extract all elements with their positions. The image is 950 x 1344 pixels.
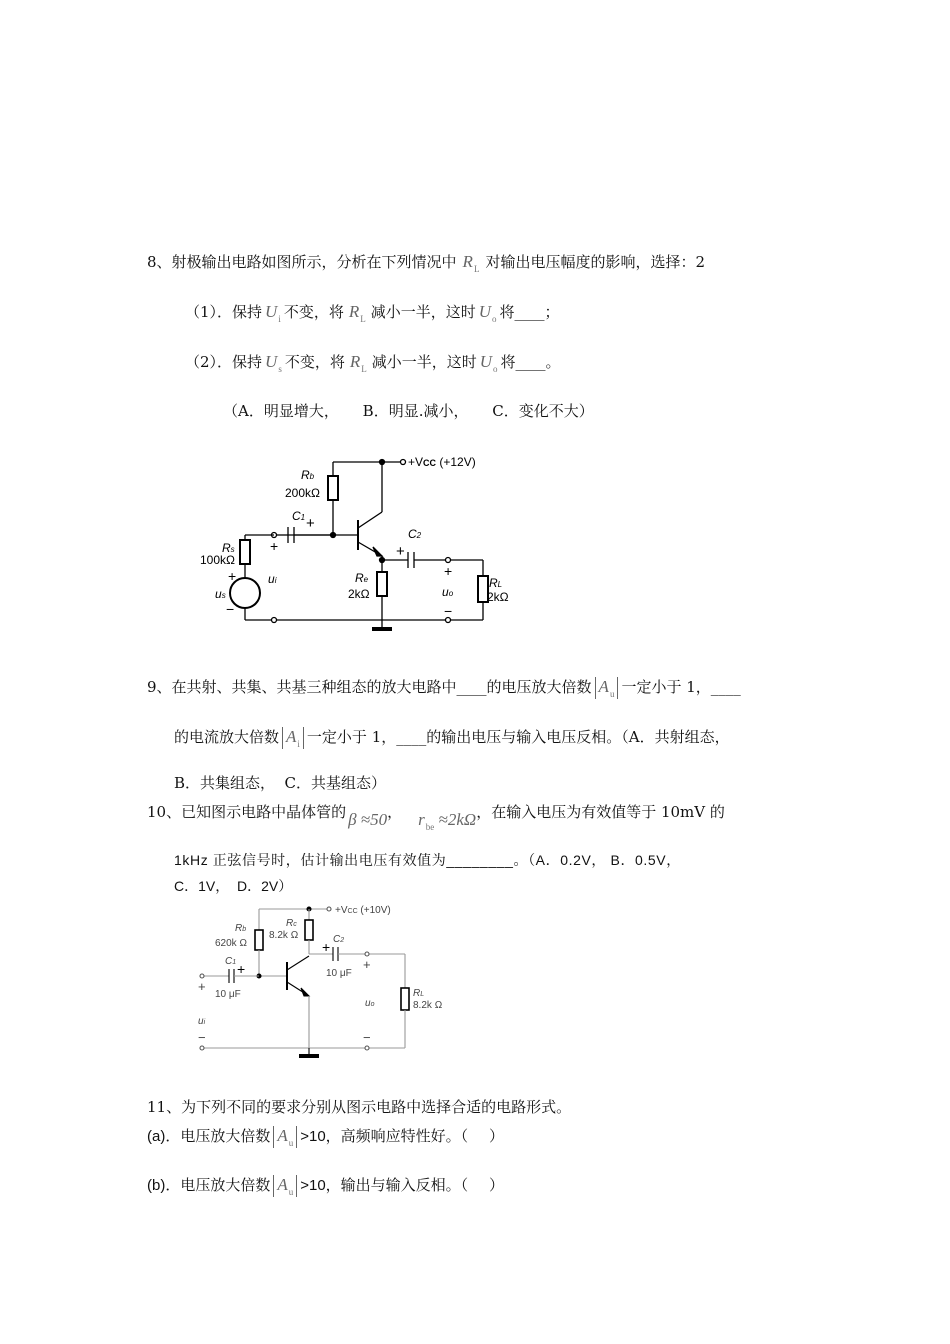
q10-rbe: $r_{be} \approx 2k\Omega$ <box>418 810 477 832</box>
q8-p2-us: $U_s$ <box>265 352 282 374</box>
q10-beta: β ≈50 <box>348 810 388 829</box>
svg-text:+VCC (+10V): +VCC (+10V) <box>335 905 391 916</box>
svg-text:+: + <box>322 939 331 955</box>
svg-text:ui: ui <box>198 1016 206 1027</box>
svg-text:RL: RL <box>489 576 503 590</box>
q8-p1-ui: $U_i$ <box>265 302 281 324</box>
svg-text:8.2k Ω: 8.2k Ω <box>413 1000 443 1011</box>
svg-text:+: + <box>270 538 279 554</box>
svg-text:ui: ui <box>268 572 277 586</box>
svg-text:+: + <box>444 563 453 579</box>
svg-text:10 μF: 10 μF <box>326 968 352 979</box>
q11-a: (a)．电压放大倍数 $A_u >10$，高频响应特性好。（ ） <box>147 1126 505 1148</box>
q11-stem: 11、为下列不同的要求分别从图示电路中选择合适的电路形式。 <box>147 1098 572 1116</box>
q9-line2: 的电流放大倍数 $A_i$ 一定小于 1，____的输出电压与输入电压反相。（A．共射组态， <box>174 727 730 749</box>
svg-text:10 μF: 10 μF <box>215 989 241 1000</box>
svg-text:Re: Re <box>355 571 369 585</box>
svg-text:+: + <box>228 568 237 584</box>
q8-stem-var: $R_L$ <box>462 252 480 274</box>
svg-text:C1: C1 <box>292 509 306 523</box>
svg-text:uo: uo <box>442 585 454 599</box>
q10-circuit-diagram <box>195 900 455 1060</box>
q8-stem-prefix: 8、射极输出电路如图所示，分析在下列情况中 <box>147 253 457 271</box>
svg-text:uo: uo <box>365 998 375 1009</box>
svg-text:−: − <box>363 1030 371 1045</box>
q10-line2: 1kHz 正弦信号时，估计输出电压有效值为________。（A．0.2V， B．0.5V， <box>174 852 681 868</box>
svg-text:100kΩ: 100kΩ <box>200 553 235 567</box>
svg-text:+VCC (+12V): +VCC (+12V) <box>408 455 476 469</box>
q8-p2-uo: $U_o$ <box>479 352 498 374</box>
svg-text:Rc: Rc <box>286 918 297 929</box>
q8-stem-suffix: 对输出电压幅度的影响，选择：2 <box>485 253 705 271</box>
svg-text:C2: C2 <box>408 527 422 541</box>
svg-text:RL: RL <box>413 988 425 999</box>
q9-line3: B．共集组态， C．共基组态） <box>174 774 387 792</box>
q10-line3: C．1V， D．2V） <box>174 878 293 894</box>
q11-a-au: $A_u$ <box>277 1126 294 1148</box>
q8-part2: （2）．保持 $U_s$ 不变，将 $R_L$ 减小一半，这时 $U_o$ 将____。 <box>185 352 561 374</box>
q11-b: (b)．电压放大倍数 $A_u >10$，输出与输入反相。（ ） <box>147 1175 505 1197</box>
svg-text:200kΩ: 200kΩ <box>285 486 320 500</box>
svg-text:+: + <box>306 515 315 532</box>
q11-b-au: $A_u$ <box>277 1175 294 1197</box>
svg-text:−: − <box>198 1030 206 1045</box>
q8-p1-uo: $U_o$ <box>478 302 497 324</box>
svg-text:+: + <box>363 957 371 972</box>
q10-line1: 10、已知图示电路中晶体管的 β ≈50， $r_{be} \approx 2k\Omega$，在输入电压为有效值等于 10mV 的 <box>147 803 725 832</box>
svg-text:C2: C2 <box>333 934 345 945</box>
svg-text:Rb: Rb <box>235 923 247 934</box>
q9-line1: 9、在共射、共集、共基三种组态的放大电路中____的电压放大倍数 $A_u$ 一定小于 1，____ <box>147 677 741 699</box>
svg-text:+: + <box>198 979 206 994</box>
svg-text:+: + <box>237 961 246 977</box>
svg-text:Rb: Rb <box>301 468 315 482</box>
svg-text:Rs: Rs <box>222 541 235 555</box>
svg-text:−: − <box>226 601 235 617</box>
svg-text:2kΩ: 2kΩ <box>348 587 370 601</box>
svg-text:+: + <box>396 543 405 560</box>
svg-text:620k Ω: 620k Ω <box>215 938 247 949</box>
q9-ai: $A_i$ <box>286 727 300 749</box>
svg-text:8.2k Ω: 8.2k Ω <box>269 930 299 941</box>
q8-p1-rl: $R_L$ <box>348 302 366 324</box>
q8-stem <box>147 252 705 274</box>
q8-p2-rl: $R_L$ <box>349 352 367 374</box>
q8-part1: （1）．保持 $U_i$ 不变，将 $R_L$ 减小一半，这时 $U_o$ 将____； <box>185 302 560 324</box>
svg-text:C1: C1 <box>225 956 237 967</box>
q8-circuit-diagram <box>198 448 509 638</box>
q8-options: （A．明显增大， B．明显.减小， C．变化不大） <box>223 402 594 420</box>
svg-text:2kΩ: 2kΩ <box>487 590 509 604</box>
q9-au: $A_u$ <box>598 677 615 699</box>
svg-text:us: us <box>215 587 226 601</box>
svg-text:−: − <box>444 603 453 619</box>
